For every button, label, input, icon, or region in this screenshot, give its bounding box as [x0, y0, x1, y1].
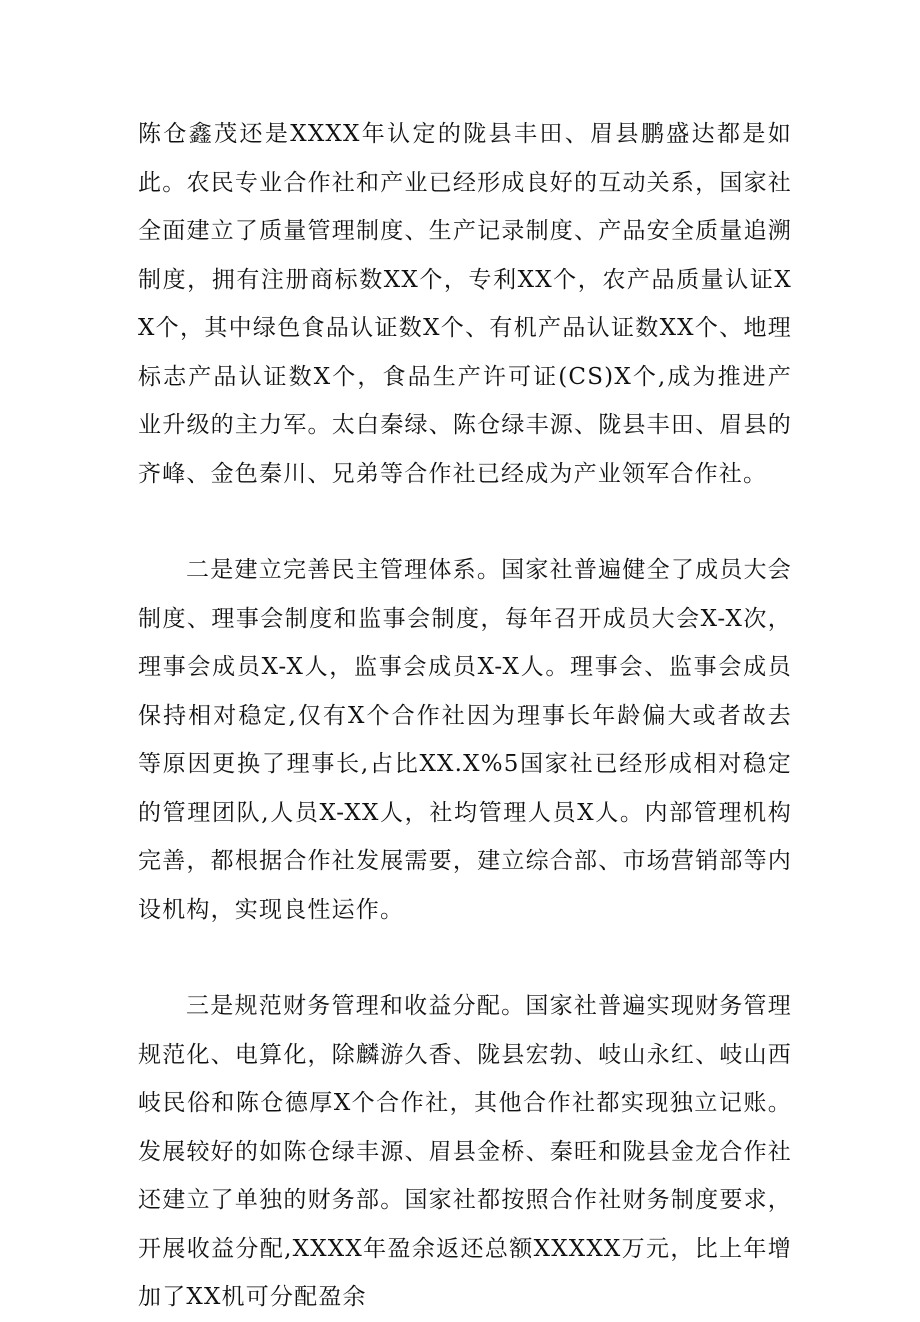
paragraph-3: 三是规范财务管理和收益分配。国家社普遍实现财务管理规范化、电算化，除麟游久香、陇县宏勃、岐山永红、岐山西岐民俗和陈仓德厚X个合作社，其他合作社都实现独立记账。发展较好的如陈仓绿丰源、眉县金桥、秦旺和陇县金龙合作社还建立了单独的财务部。国家社都按照合作社财务制度要求，开展收益分配,XXXX年盈余返还总额XXXXX万元，比上年增加了XX机可分配盈余	[138, 993, 792, 1310]
paragraph-1: 陈仓鑫茂还是XXXX年认定的陇县丰田、眉县鹏盛达都是如此。农民专业合作社和产业已经形成良好的互动关系，国家社全面建立了质量管理制度、生产记录制度、产品安全质量追溯制度，拥有注册商标数XX个，专利XX个，农产品质量认证XX个，其中绿色食品认证数X个、有机产品认证数XX个、地理标志产品认证数X个，食品生产许可证(CS)X个,成为推进产业升级的主力军。太白秦绿、陈仓绿丰源、陇县丰田、眉县的齐峰、金色秦川、兄弟等合作社已经成为产业领军合作社。	[138, 121, 792, 487]
paragraph-spacer	[138, 498, 792, 546]
paragraph-spacer	[138, 934, 792, 982]
paragraph-2: 二是建立完善民主管理体系。国家社普遍健全了成员大会制度、理事会制度和监事会制度，每年召开成员大会X-X次，理事会成员X-X人，监事会成员X-X人。理事会、监事会成员保持相对稳定,仅有X个合作社因为理事长年龄偏大或者故去等原因更换了理事长,占比XX.X%5国家社已经形成相对稳定的管理团队,人员X-XX人，社均管理人员X人。内部管理机构完善，都根据合作社发展需要，建立综合部、市场营销部等内设机构，实现良性运作。	[138, 557, 792, 923]
